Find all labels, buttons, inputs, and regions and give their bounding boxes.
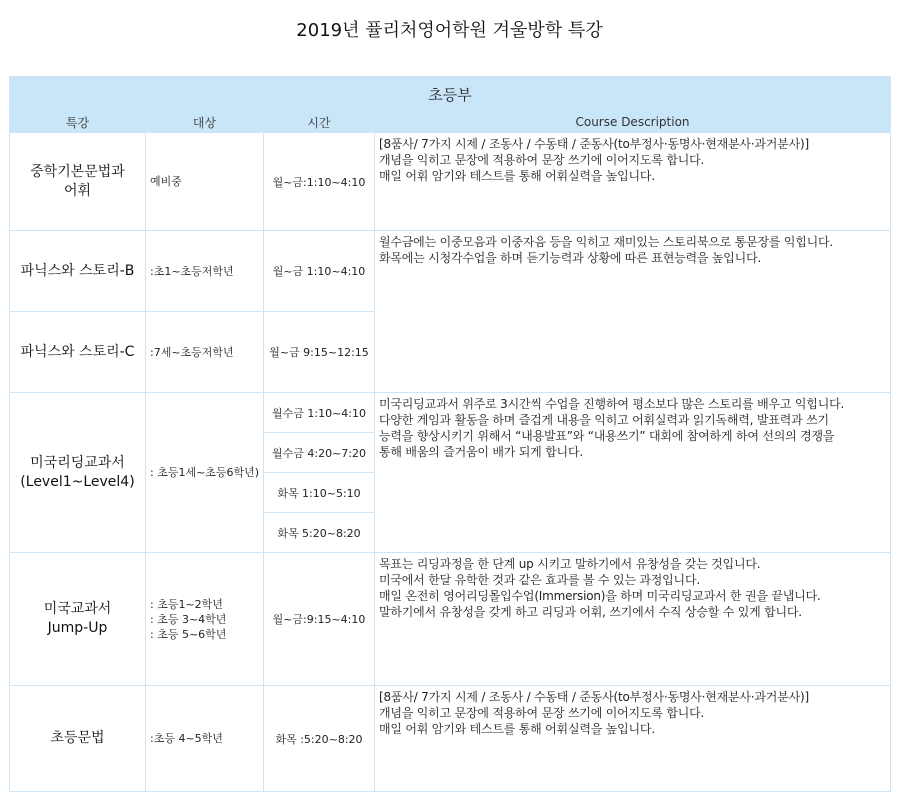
table-row [10,393,891,433]
course-target: :7세~초등저학년 [146,312,264,393]
course-time: 월수금 1:10~4:10 [264,393,375,433]
header-target: 대상 [146,112,264,133]
course-time: 월~금 1:10~4:10 [264,231,375,312]
course-name [10,553,146,686]
table-row [10,686,891,792]
course-name-line: 어휘 [63,182,92,199]
course-description: [8품사/ 7가지 시제 / 조동사 / 수동태 / 준동사(to부정사·동명사·현재분사·과거분사)] 개념을 익히고 문장에 적용하여 문장 쓰기에 이어지도록 합니다. 매일 어휘 암기와 테스트를 통해 어휘실력을 높입니다. [375,133,891,231]
page-title: 2019년 퓰리처영어학원 겨울방학 특강 [296,20,603,41]
course-time: 화목 1:10~5:10 [264,473,375,513]
course-description: [8품사/ 7가지 시제 / 조동사 / 수동태 / 준동사(to부정사·동명사·현재분사·과거분사)] 개념을 익히고 문장에 적용하여 문장 쓰기에 이어지도록 합니다. 매일 어휘 암기와 테스트를 통해 어휘실력을 높입니다. [375,686,891,792]
header-course: 특강 [10,112,146,133]
course-name [10,133,146,231]
section-label: 초등부 [10,77,891,112]
course-name-line: Jump-Up [47,620,108,636]
course-time: 화목 5:20~8:20 [264,513,375,553]
course-time: 월~금 9:15~12:15 [264,312,375,393]
winter-program-table [9,76,891,792]
header-description: Course Description [375,112,891,133]
course-name-line: 미국교과서 [43,601,112,617]
course-name-line: 파닉스와 스토리-B [20,262,135,279]
course-target: :초1~초등저학년 [146,231,264,312]
course-description: 월수금에는 이중모음과 이중자음 등을 익히고 재미있는 스토리북으로 통문장를 익힙니다. 화목에는 시청각수업을 하며 듣기능력과 상황에 따른 표현능력을 높입니다. [375,231,891,393]
course-description: 미국리딩교과서 위주로 3시간씩 수업을 진행하여 평소보다 많은 스토리를 배우고 익힙니다. 다양한 게임과 활동을 하며 즐겁게 내용을 익히고 어휘실력과 읽기독해력, 발표력과 쓰기 능력을 향상시키기 위해서 “내용발표”와 “내용쓰기” 대회에 참여하게 하여 선의의 경쟁을 통해 배움의 즐거움이 배가 되게 합니다. [375,393,891,553]
course-name-line: 미국리딩교과서 [30,454,125,471]
course-name-line: (Level1~Level4) [20,473,135,490]
course-name-line: 초등문법 [50,730,105,746]
course-name-line: 파닉스와 스토리-C [20,343,135,360]
course-name [10,231,146,312]
course-time: 월~금:9:15~4:10 [264,553,375,686]
course-name [10,393,146,553]
course-target: : 초등1~2학년 : 초등 3~4학년 : 초등 5~6학년 [146,553,264,686]
course-time: 화목 :5:20~8:20 [264,686,375,792]
course-description: 목표는 리딩과정을 한 단계 up 시키고 말하기에서 유창성을 갖는 것입니다. 미국에서 한달 유학한 것과 같은 효과를 볼 수 있는 과정입니다. 매일 온전히 영어리딩몰입수업(Immersion)을 하며 미국리딩교과서 한 권을 끝냅니다. 말하기에서 유창성을 갖게 하고 리딩과 어휘, 쓰기에서 수직 상승할 수 있게 합니다. [375,553,891,686]
table-row [10,231,891,312]
course-name-line: 중학기본문법과 [30,163,125,180]
course-target: :초등 4~5학년 [146,686,264,792]
table-row [10,553,891,686]
course-name [10,312,146,393]
course-target: : 초등1세~초등6학년) [146,393,264,553]
course-name [10,686,146,792]
course-time: 월수금 4:20~7:20 [264,433,375,473]
course-time: 월~금:1:10~4:10 [264,133,375,231]
table-row [10,133,891,231]
header-time: 시간 [264,112,375,133]
course-target: 예비중 [146,133,264,231]
